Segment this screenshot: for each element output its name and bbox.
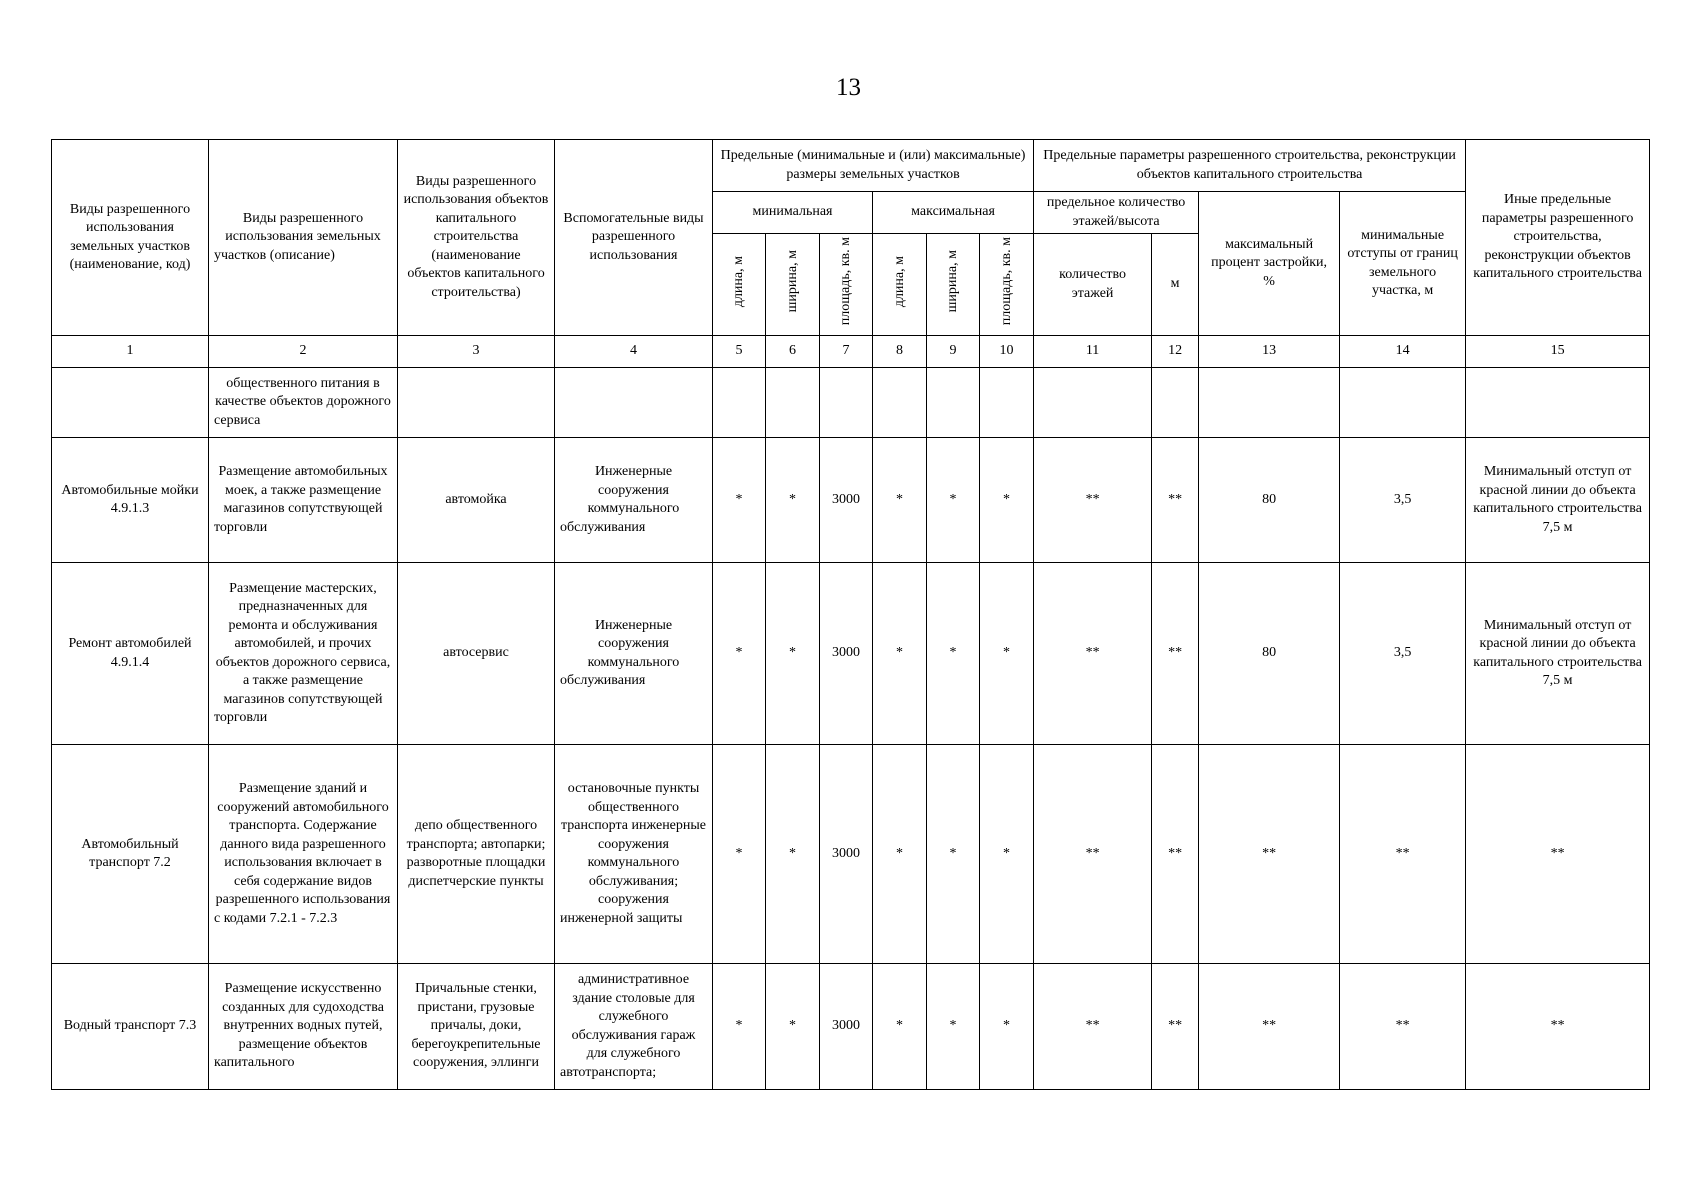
min-area: 3000 (820, 745, 873, 964)
other-limits: ** (1466, 964, 1650, 1090)
max-width: * (927, 438, 980, 563)
height-m: ** (1152, 745, 1199, 964)
col-number: 11 (1034, 336, 1152, 368)
max-length: * (873, 745, 927, 964)
height-m (1152, 368, 1199, 438)
land-use-name-code: Ремонт автомобилей 4.9.1.4 (52, 563, 209, 745)
capital-objects: Причальные стенки, пристани, грузовые причалы, доки, берегоукрепительные сооружения, эллинги (398, 964, 555, 1090)
table-row (52, 745, 1650, 964)
table-row (52, 368, 1650, 438)
min-width: * (766, 964, 820, 1090)
height-m: ** (1152, 438, 1199, 563)
other-limits: Минимальный отступ от красной линии до объекта капитального строительства 7,5 м (1466, 563, 1650, 745)
header-land-use-description: Виды разрешенного использования земельных участков (описание) (209, 140, 398, 336)
max-area: * (980, 964, 1034, 1090)
land-use-description: Размещение автомобильных моек, а также размещение магазинов сопутствующей торговли (209, 438, 398, 563)
col-number: 9 (927, 336, 980, 368)
min-area: 3000 (820, 438, 873, 563)
min-setback: ** (1340, 964, 1466, 1090)
land-use-description: Размещение зданий и сооружений автомобильного транспорта. Содержание данного вида разрешенного использования включает в себя содержание видов разрешенного использования с кодами 7.2.1 - 7.2.3 (209, 745, 398, 964)
col-number: 3 (398, 336, 555, 368)
min-area: 3000 (820, 563, 873, 745)
floors-count (1034, 368, 1152, 438)
column-numbers-row (52, 336, 1650, 368)
auxiliary-uses: остановочные пункты общественного транспорта инженерные сооружения коммунального обслуживания; сооружения инженерной защиты (555, 745, 713, 964)
min-setback: 3,5 (1340, 438, 1466, 563)
auxiliary-uses: Инженерные сооружения коммунального обслуживания (555, 438, 713, 563)
header-construction-limits: Предельные параметры разрешенного строительства, реконструкции объектов капитального строительства (1034, 140, 1466, 192)
min-setback: ** (1340, 745, 1466, 964)
min-width: * (766, 745, 820, 964)
min-length: * (713, 438, 766, 563)
col-number: 8 (873, 336, 927, 368)
max-build-percent: ** (1199, 745, 1340, 964)
header-maximal: максимальная (873, 192, 1034, 234)
min-length: * (713, 964, 766, 1090)
max-build-percent: ** (1199, 964, 1340, 1090)
min-width: * (766, 438, 820, 563)
land-use-name-code (52, 368, 209, 438)
auxiliary-uses: административное здание столовые для служебного обслуживания гараж для служебного автотранспорта; (555, 964, 713, 1090)
min-width (766, 368, 820, 438)
min-width: * (766, 563, 820, 745)
floors-count: ** (1034, 563, 1152, 745)
land-use-name-code: Водный транспорт 7.3 (52, 964, 209, 1090)
land-use-description: Размещение искусственно созданных для судоходства внутренних водных путей, размещение объектов капитального (209, 964, 398, 1090)
max-length: * (873, 438, 927, 563)
col-number: 4 (555, 336, 713, 368)
col-number: 2 (209, 336, 398, 368)
table-row (52, 438, 1650, 563)
header-min-width: ширина, м (766, 234, 820, 336)
max-length: * (873, 964, 927, 1090)
max-length (873, 368, 927, 438)
min-setback: 3,5 (1340, 563, 1466, 745)
col-number: 12 (1152, 336, 1199, 368)
max-build-percent (1199, 368, 1340, 438)
min-area (820, 368, 873, 438)
min-setback (1340, 368, 1466, 438)
floors-count: ** (1034, 438, 1152, 563)
header-land-use-code: Виды разрешенного использования земельных участков (наименование, код) (52, 140, 209, 336)
header-floors-count: количество этажей (1034, 234, 1152, 336)
table-row (52, 964, 1650, 1090)
max-area: * (980, 745, 1034, 964)
max-width: * (927, 563, 980, 745)
header-auxiliary-uses: Вспомогательные виды разрешенного использования (555, 140, 713, 336)
other-limits: ** (1466, 745, 1650, 964)
header-meters: м (1152, 234, 1199, 336)
max-area (980, 368, 1034, 438)
header-min-length: длина, м (713, 234, 766, 336)
col-number: 10 (980, 336, 1034, 368)
auxiliary-uses: Инженерные сооружения коммунального обслуживания (555, 563, 713, 745)
other-limits (1466, 368, 1650, 438)
capital-objects: депо общественного транспорта; автопарки; разворотные площадки диспетчерские пункты (398, 745, 555, 964)
max-length: * (873, 563, 927, 745)
floors-count: ** (1034, 964, 1152, 1090)
col-number: 7 (820, 336, 873, 368)
col-number: 6 (766, 336, 820, 368)
auxiliary-uses (555, 368, 713, 438)
header-max-area: площадь, кв. м (980, 234, 1034, 336)
min-length: * (713, 563, 766, 745)
col-number: 5 (713, 336, 766, 368)
max-width (927, 368, 980, 438)
capital-objects: автосервис (398, 563, 555, 745)
max-width: * (927, 745, 980, 964)
table-row (52, 563, 1650, 745)
max-width: * (927, 964, 980, 1090)
col-number: 15 (1466, 336, 1650, 368)
header-floors-height: предельное количество этажей/высота (1034, 192, 1199, 234)
min-area: 3000 (820, 964, 873, 1090)
capital-objects: автомойка (398, 438, 555, 563)
max-build-percent: 80 (1199, 438, 1340, 563)
land-use-description: общественного питания в качестве объектов дорожного сервиса (209, 368, 398, 438)
col-number: 13 (1199, 336, 1340, 368)
header-other-limits: Иные предельные параметры разрешенного строительства, реконструкции объектов капитального строительства (1466, 140, 1650, 336)
height-m: ** (1152, 964, 1199, 1090)
header-minimal: минимальная (713, 192, 873, 234)
header-min-setback: минимальные отступы от границ земельного участка, м (1340, 192, 1466, 336)
page-number: 13 (836, 74, 861, 101)
capital-objects (398, 368, 555, 438)
land-use-description: Размещение мастерских, предназначенных для ремонта и обслуживания автомобилей, и прочих объектов дорожного сервиса, а также размещение магазинов сопутствующей торговли (209, 563, 398, 745)
header-min-area: площадь, кв. м (820, 234, 873, 336)
height-m: ** (1152, 563, 1199, 745)
land-use-table (51, 139, 1650, 1090)
min-length: * (713, 745, 766, 964)
max-build-percent: 80 (1199, 563, 1340, 745)
land-use-name-code: Автомобильные мойки 4.9.1.3 (52, 438, 209, 563)
header-max-build-percent: максимальный процент застройки, % (1199, 192, 1340, 336)
header-capital-objects: Виды разрешенного использования объектов капитального строительства (наименование объектов капитального строительства) (398, 140, 555, 336)
col-number: 1 (52, 336, 209, 368)
max-area: * (980, 563, 1034, 745)
header-max-length: длина, м (873, 234, 927, 336)
floors-count: ** (1034, 745, 1152, 964)
header-max-width: ширина, м (927, 234, 980, 336)
max-area: * (980, 438, 1034, 563)
col-number: 14 (1340, 336, 1466, 368)
min-length (713, 368, 766, 438)
other-limits: Минимальный отступ от красной линии до объекта капитального строительства 7,5 м (1466, 438, 1650, 563)
header-plot-size-limits: Предельные (минимальные и (или) максимальные) размеры земельных участков (713, 140, 1034, 192)
land-use-name-code: Автомобильный транспорт 7.2 (52, 745, 209, 964)
